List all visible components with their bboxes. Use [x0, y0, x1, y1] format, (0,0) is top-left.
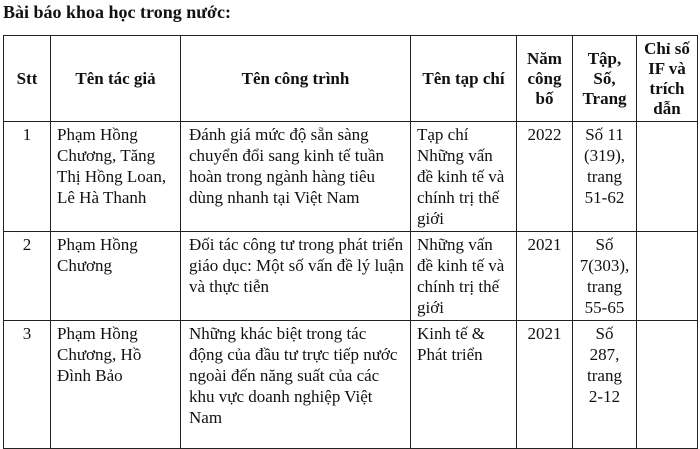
cell-year: 2021 — [517, 232, 573, 321]
publications-table — [3, 35, 698, 449]
header-stt: Stt — [4, 36, 51, 122]
header-journal: Tên tạp chí — [411, 36, 517, 122]
cell-volume: Số 287, trang 2-12 — [573, 321, 637, 449]
section-heading: Bài báo khoa học trong nước: — [3, 2, 231, 22]
header-title: Tên công trình — [181, 36, 411, 122]
cell-if — [637, 122, 698, 232]
cell-journal: Tạp chí Những vấn đề kinh tế và chính trị thế giới — [411, 122, 517, 232]
cell-title: Đánh giá mức độ sẵn sàng chuyển đổi sang kinh tế tuần hoàn trong ngành hàng tiêu dùng nhanh tại Việt Nam — [181, 122, 411, 232]
header-if: Chỉ số IF và trích dẫn — [637, 36, 698, 122]
cell-if — [637, 232, 698, 321]
header-volume: Tập, Số, Trang — [573, 36, 637, 122]
cell-authors: Phạm Hồng Chương, Hồ Đình Bảo — [51, 321, 181, 449]
cell-journal: Những vấn đề kinh tế và chính trị thế giới — [411, 232, 517, 321]
cell-year: 2021 — [517, 321, 573, 449]
cell-volume: Số 7(303), trang 55-65 — [573, 232, 637, 321]
header-year: Năm công bố — [517, 36, 573, 122]
cell-volume: Số 11 (319), trang 51-62 — [573, 122, 637, 232]
cell-title: Đối tác công tư trong phát triển giáo dục: Một số vấn đề lý luận và thực tiễn — [181, 232, 411, 321]
table-row — [4, 122, 698, 232]
cell-if — [637, 321, 698, 449]
cell-stt: 1 — [4, 122, 51, 232]
cell-authors: Phạm Hồng Chương — [51, 232, 181, 321]
table-row — [4, 321, 698, 449]
table-header-row — [4, 36, 698, 122]
cell-title: Những khác biệt trong tác động của đầu tư trực tiếp nước ngoài đến năng suất của các khu vực doanh nghiệp Việt Nam — [181, 321, 411, 449]
table-row — [4, 232, 698, 321]
cell-year: 2022 — [517, 122, 573, 232]
header-authors: Tên tác giả — [51, 36, 181, 122]
cell-journal: Kinh tế & Phát triển — [411, 321, 517, 449]
cell-stt: 2 — [4, 232, 51, 321]
cell-stt: 3 — [4, 321, 51, 449]
cell-authors: Phạm Hồng Chương, Tăng Thị Hồng Loan, Lê Hà Thanh — [51, 122, 181, 232]
